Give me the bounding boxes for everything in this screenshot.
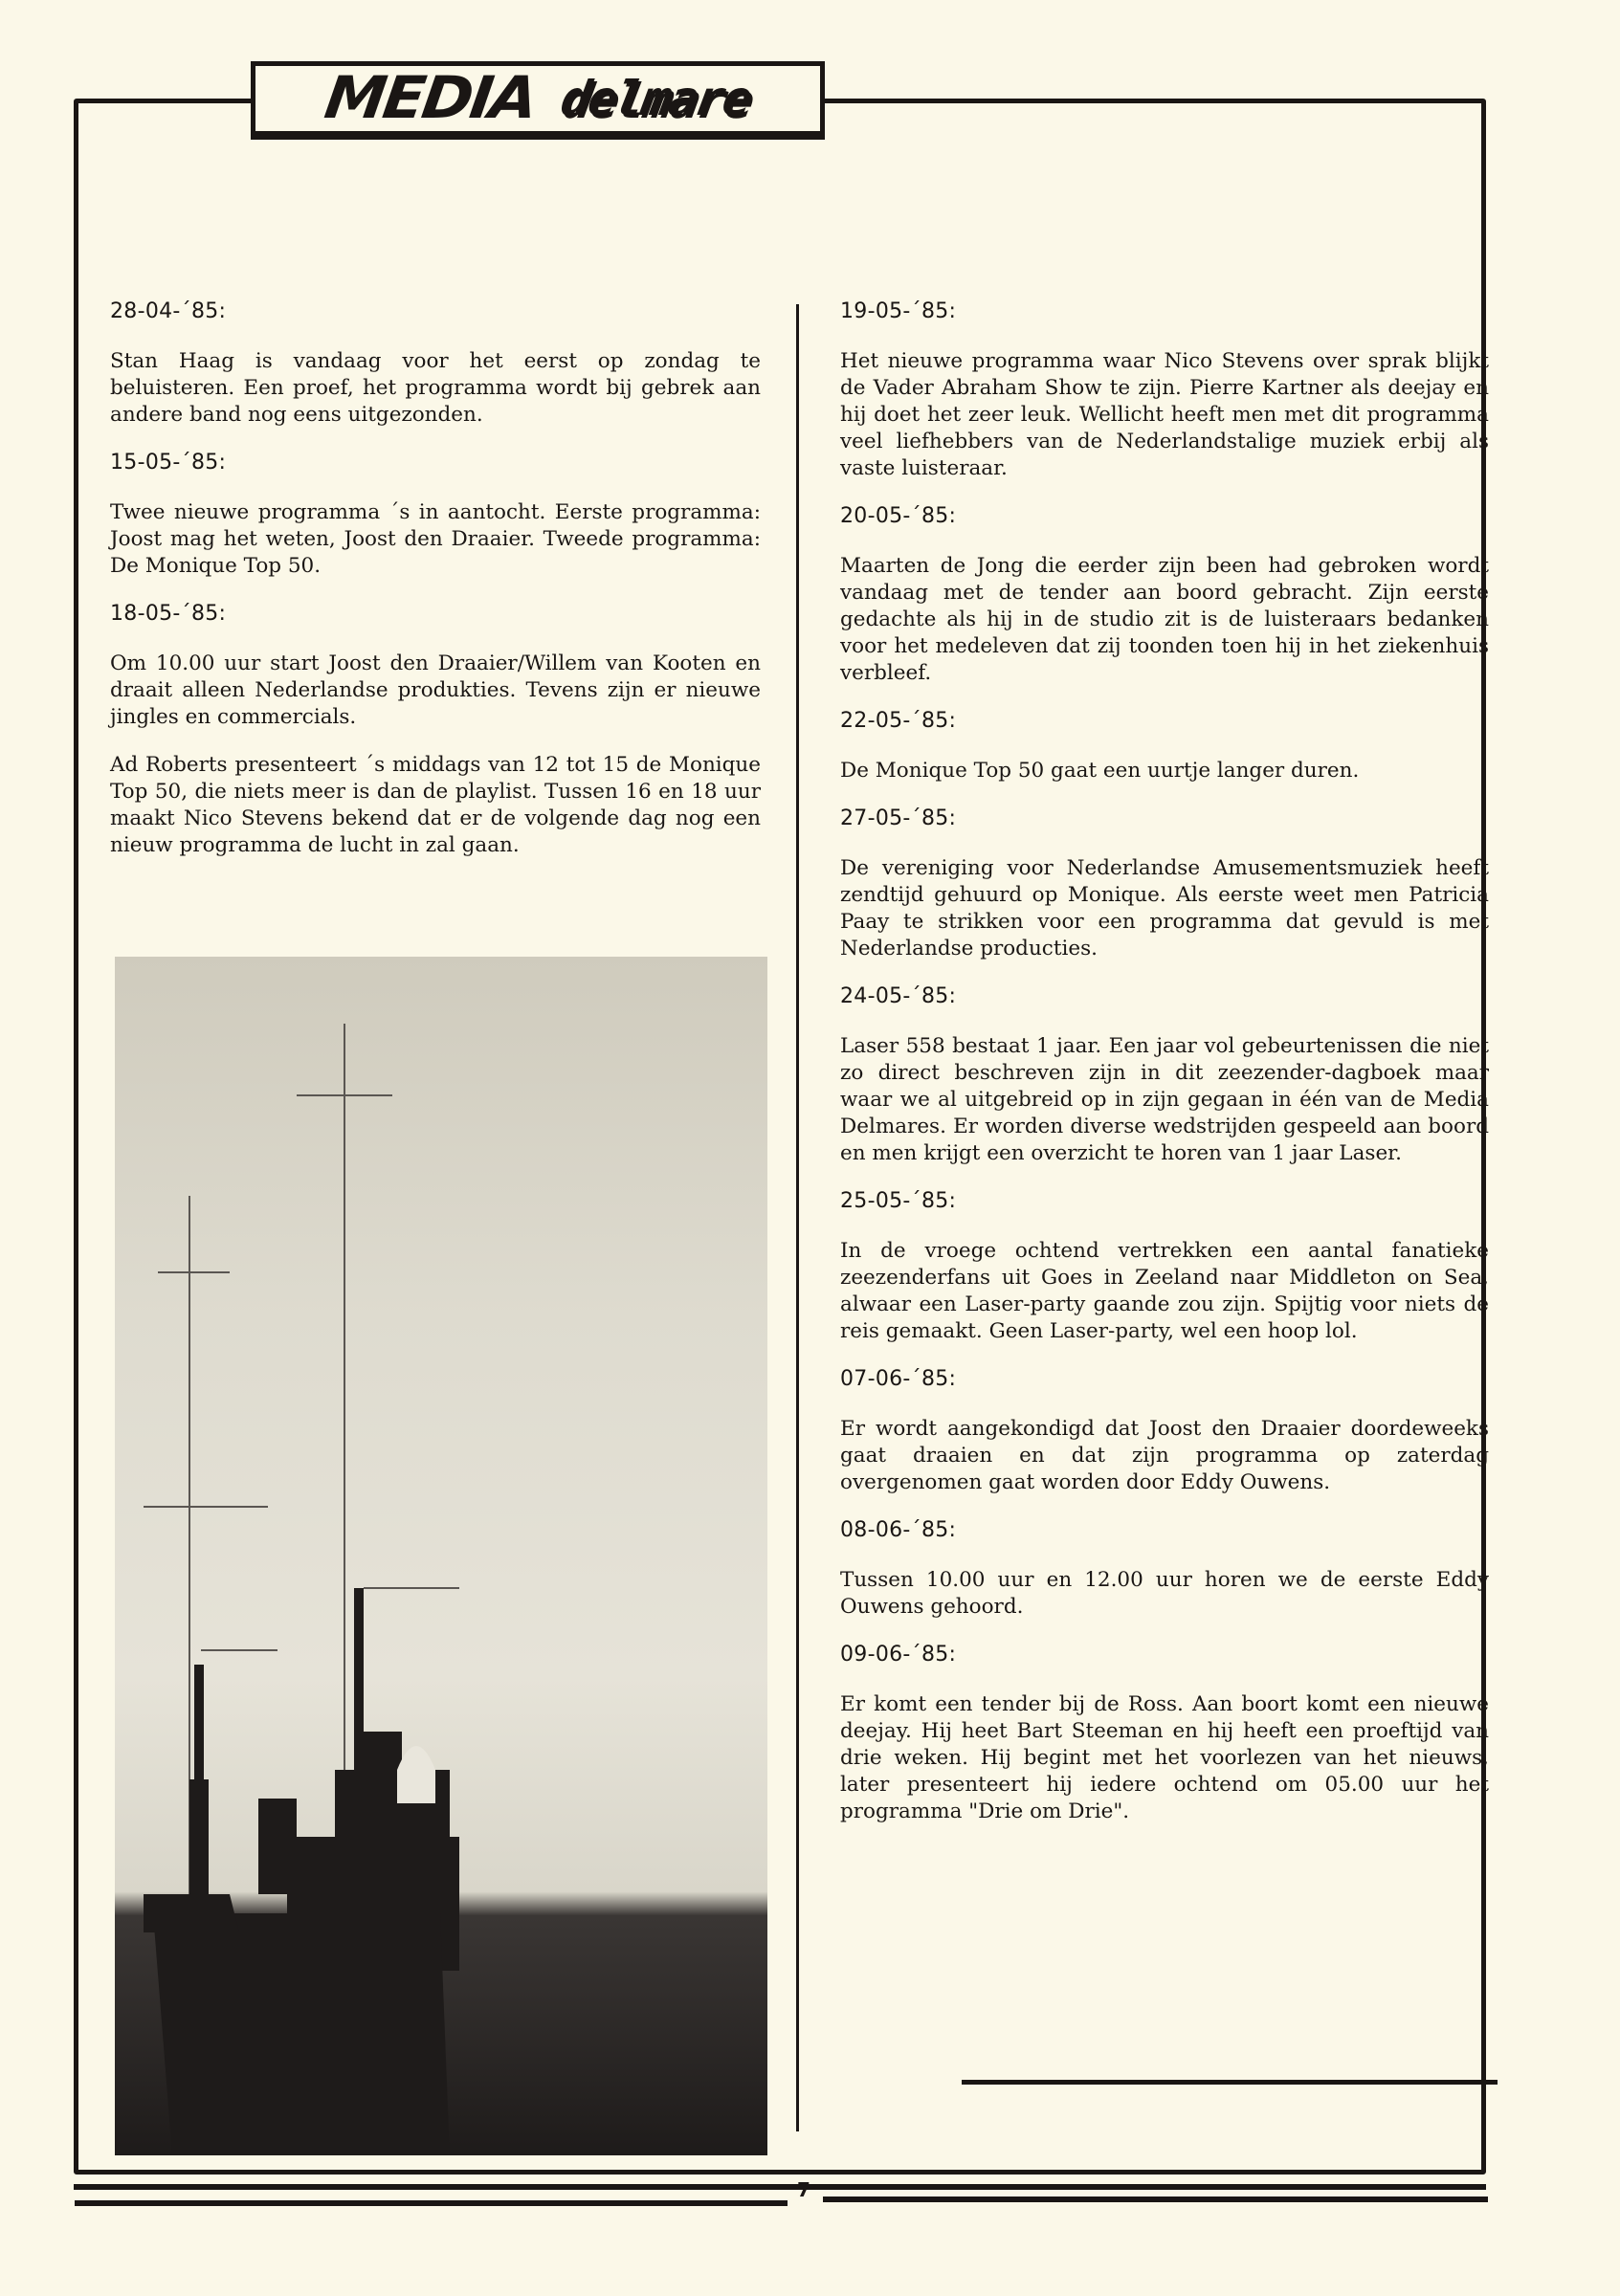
masthead-subtitle: delmare <box>556 71 755 126</box>
bottom-rule-right <box>823 2197 1488 2202</box>
entry-text: De Monique Top 50 gaat een uurtje langer duren. <box>840 759 1360 783</box>
page-number: 7 <box>797 2178 810 2201</box>
entry-text: Het nieuwe programma waar Nico Stevens over sprak blijkt de Vader Abraham Show te zijn. Pierre Kartner als deejay en hij doet het zeer leuk. Wellicht heeft men met dit programma veel liefhebbers van de Nederlandstalige muziek erbij als vaste luisteraar. <box>840 349 1489 480</box>
entry-text: Laser 558 bestaat 1 jaar. Een jaar vol gebeurtenissen die niet zo direct beschreven zijn in dit zeezender-dagboek maar waar we al uitgebreid op in zijn gegaan in één van de Media Delmares. Er worden diverse wedstrijden gespeeld aan boord en men krijgt een overzicht te horen van 1 jaar Laser. <box>840 1034 1489 1165</box>
entry-date: 25-05-´85: <box>840 1189 957 1213</box>
left-column <box>110 298 761 880</box>
diary-entry <box>840 708 1489 784</box>
entry-date: 15-05-´85: <box>110 451 227 475</box>
radome <box>397 1746 435 1803</box>
entry-text: Er wordt aangekondigd dat Joost den Draaier doordeweeks gaat draaien en dat zijn programma op zaterdag overgenomen gaat worden door Eddy Ouwens. <box>840 1417 1489 1494</box>
column-divider <box>796 304 799 2131</box>
diary-entry <box>840 1188 1489 1345</box>
entry-text: De vereniging voor Nederlandse Amusementsmuziek heeft zendtijd gehuurd op Monique. Als eerste weet men Patricia Paay te strikken voor een programma dat gevuld is met Nederlandse producties. <box>840 856 1489 960</box>
diary-entry <box>840 806 1489 962</box>
entry-text: Ad Roberts presenteert ´s middags van 12 tot 15 de Monique Top 50, die niets meer is dan de playlist. Tussen 16 en 18 uur maakt Nico Stevens bekend dat er de volgende dag nog een nieuw programma de lucht in zal gaan. <box>110 753 761 857</box>
bottom-rule-left <box>75 2200 788 2206</box>
entry-text: Tussen 10.00 uur en 12.00 uur horen we de eerste Eddy Ouwens gehoord. <box>840 1568 1489 1619</box>
entry-date: 28-04-´85: <box>110 299 227 323</box>
entry-text: Stan Haag is vandaag voor het eerst op zondag te beluisteren. Een proef, het programma wordt bij gebrek aan andere band nog eens uitgezonden. <box>110 349 761 427</box>
entry-date: 27-05-´85: <box>840 806 957 830</box>
diary-entry <box>110 450 761 580</box>
diary-entry <box>840 1517 1489 1621</box>
entry-date: 22-05-´85: <box>840 709 957 733</box>
entry-date: 08-06-´85: <box>840 1518 957 1542</box>
entry-text: Er komt een tender bij de Ross. Aan boort komt een nieuwe deejay. Hij heet Bart Steeman en hij heeft een proeftijd van drie weken. Hij begint met het voorlezen van het nieuws, later presenteert hij iedere ochtend om 05.00 uur het programma "Drie om Drie". <box>840 1692 1489 1823</box>
entry-date: 18-05-´85: <box>110 602 227 626</box>
diary-entry <box>110 601 761 859</box>
entry-date: 07-06-´85: <box>840 1367 957 1391</box>
ship-hull <box>144 1588 459 2155</box>
entry-text: In de vroege ochtend vertrekken een aantal fanatieke zeezenderfans uit Goes in Zeeland naar Middleton on Sea, alwaar een Laser-party gaande zou zijn. Spijtig voor niets de reis gemaakt. Geen Laser-party, wel een hoop lol. <box>840 1239 1489 1343</box>
entry-date: 24-05-´85: <box>840 984 957 1008</box>
entry-date: 20-05-´85: <box>840 504 957 528</box>
entry-text: Maarten de Jong die eerder zijn been had gebroken wordt vandaag met de tender aan boord gebracht. Zijn eerste gedachte als hij in de studio zit is de luisteraars bedanken voor het medeleven dat zij toonden toen hij in het ziekenhuis verbleef. <box>840 554 1489 685</box>
diary-entry <box>110 298 761 429</box>
entry-date: 19-05-´85: <box>840 299 957 323</box>
right-column <box>840 298 1489 1846</box>
diary-entry <box>840 298 1489 482</box>
diary-entry <box>840 1366 1489 1496</box>
entry-text: Om 10.00 uur start Joost den Draaier/Willem van Kooten en draait alleen Nederlandse produkties. Tevens zijn er nieuwe jingles en commercials. <box>110 651 761 729</box>
radio-ship-photo <box>115 957 767 2155</box>
end-rule <box>962 2080 1498 2085</box>
entry-text: Twee nieuwe programma ´s in aantocht. Eerste programma: Joost mag het weten, Joost den Draaier. Tweede programma: De Monique Top 50. <box>110 500 761 578</box>
diary-entry <box>840 1642 1489 1825</box>
masthead <box>251 61 825 136</box>
ship-illustration <box>115 957 767 2155</box>
entry-date: 09-06-´85: <box>840 1643 957 1667</box>
masthead-title: MEDIA <box>321 64 541 133</box>
diary-entry <box>840 983 1489 1167</box>
bottom-rule-top <box>74 2184 1486 2190</box>
diary-entry <box>840 503 1489 687</box>
